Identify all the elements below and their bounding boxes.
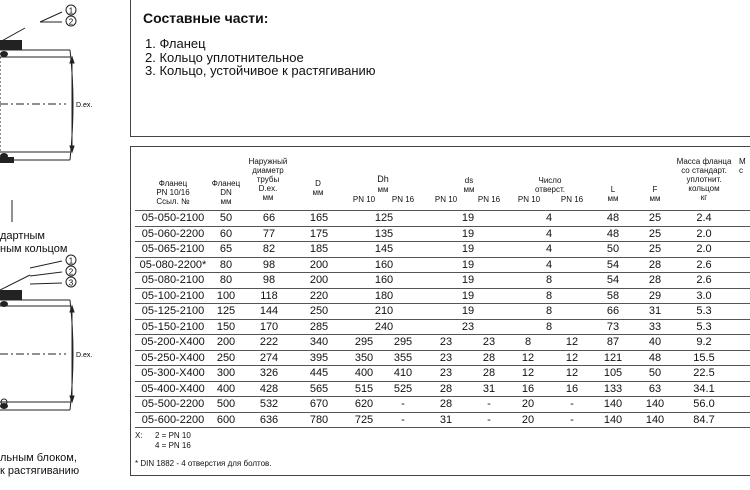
cell-ds: 19 (461, 274, 475, 286)
cell-l: 66 (606, 305, 620, 317)
header-dex: Наружный диаметр трубы D.ex. мм (248, 157, 288, 202)
cell-dn: 400 (216, 382, 236, 395)
cell-ref: 05-400-X400 (141, 382, 205, 395)
cell-kg: 56.0 (693, 398, 715, 410)
cell-dh: 145 (374, 243, 394, 255)
cell-dh10: 350 (354, 351, 374, 364)
cell-kg: 2.0 (696, 227, 712, 240)
cell-dex: 326 (259, 367, 279, 379)
cell-dn: 150 (216, 320, 236, 333)
cell-h16: 12 (565, 336, 579, 348)
cell-dn: 80 (219, 258, 233, 271)
row-divider (135, 427, 750, 428)
cell-dex: 274 (259, 351, 279, 364)
cell-ds16: 23 (482, 336, 496, 348)
cell-dn: 125 (216, 305, 236, 317)
cell-ref: 05-080-2200* (139, 258, 207, 271)
callout-2-top: 2 (68, 17, 74, 27)
cell-ref: 05-100-2100 (141, 289, 205, 302)
row-divider (135, 412, 750, 413)
parts-item: 3. Кольцо, устойчивое к растягиванию (145, 63, 376, 78)
cell-d: 200 (309, 274, 329, 286)
cell-dex: 82 (262, 243, 276, 255)
cell-d: 445 (309, 367, 329, 379)
cell-dh10: 620 (354, 398, 374, 410)
cell-f: 29 (648, 289, 662, 302)
cell-dn: 250 (216, 351, 236, 364)
cell-kg: 84.7 (693, 413, 715, 426)
cell-dn: 60 (219, 227, 233, 240)
cell-h10: 20 (521, 413, 535, 426)
header-dh-unit: мм (377, 185, 389, 194)
cell-dh10: 515 (354, 382, 374, 395)
cell-dh16: - (401, 398, 405, 410)
header-l: L мм (607, 185, 619, 203)
cell-h16: 12 (565, 351, 579, 364)
cell-dh16: 295 (393, 336, 413, 348)
cell-dex: 170 (259, 320, 279, 333)
cell-dn: 300 (216, 367, 236, 379)
cell-h16: - (570, 398, 574, 410)
cell-d: 780 (309, 413, 329, 426)
cell-dex: 532 (259, 398, 279, 410)
cell-d: 285 (309, 320, 329, 333)
cell-ref: 05-300-X400 (141, 367, 205, 379)
cell-h16: 12 (565, 367, 579, 379)
header-dh-pn16: PN 16 (391, 195, 415, 204)
cell-d: 200 (309, 258, 329, 271)
cell-d: 565 (309, 382, 329, 395)
cell-d: 185 (309, 243, 329, 255)
cell-dh: 125 (374, 212, 394, 224)
cell-dh: 210 (374, 305, 394, 317)
cell-h10: 8 (524, 336, 532, 348)
cell-f: 40 (648, 336, 662, 348)
header-mass-2: М с (739, 157, 746, 175)
cell-holes: 8 (545, 289, 553, 302)
cell-l: 48 (606, 227, 620, 240)
footnote: * DIN 1882 - 4 отверстия для болтов. (135, 459, 272, 468)
cell-kg: 3.0 (696, 289, 712, 302)
cell-kg: 34.1 (693, 382, 715, 395)
cell-kg: 15.5 (693, 351, 715, 364)
cell-d: 670 (309, 398, 329, 410)
parts-box (130, 0, 750, 137)
header-ds-unit: мм (463, 185, 475, 194)
cell-f: 28 (648, 274, 662, 286)
cell-ds: 19 (461, 289, 475, 302)
cell-holes: 4 (545, 227, 553, 240)
cell-dh16: - (401, 413, 405, 426)
row-divider (135, 257, 750, 258)
cell-dh10: 400 (354, 367, 374, 379)
cell-l: 140 (603, 398, 623, 410)
row-divider (135, 381, 750, 382)
cell-kg: 2.6 (696, 258, 712, 271)
cell-h10: 20 (521, 398, 535, 410)
header-holes-pn10: PN 10 (517, 195, 541, 204)
cell-holes: 8 (545, 305, 553, 317)
row-divider (135, 334, 750, 335)
cell-dex: 98 (262, 274, 276, 286)
cell-dex: 428 (259, 382, 279, 395)
cell-ref: 05-600-2200 (141, 413, 205, 426)
header-dn: Фланец DN мм (211, 179, 241, 206)
cell-d: 250 (309, 305, 329, 317)
cell-ds10: 23 (439, 367, 453, 379)
cell-ds10: 28 (439, 398, 453, 410)
callout-1-bottom: 1 (68, 256, 74, 266)
cell-l: 54 (606, 274, 620, 286)
cell-l: 58 (606, 289, 620, 302)
row-divider (135, 303, 750, 304)
cell-f: 28 (648, 258, 662, 271)
cell-dh: 135 (374, 227, 394, 240)
cell-dh16: 525 (393, 382, 413, 395)
cell-holes: 4 (545, 243, 553, 255)
cell-ds: 19 (461, 227, 475, 240)
cell-dn: 80 (219, 274, 233, 286)
cell-holes: 8 (545, 320, 553, 333)
cell-kg: 22.5 (693, 367, 715, 379)
cell-dn: 65 (219, 243, 233, 255)
dimensions-table (130, 146, 750, 476)
parts-item: 1. Фланец (145, 36, 206, 51)
cell-dh: 180 (374, 289, 394, 302)
header-f: F мм (649, 185, 661, 203)
row-divider (135, 210, 750, 211)
cell-dn: 50 (219, 212, 233, 224)
cell-f: 25 (648, 212, 662, 224)
cell-ds16: - (487, 398, 491, 410)
cell-ds: 19 (461, 212, 475, 224)
header-d: D мм (312, 179, 324, 197)
cell-l: 54 (606, 258, 620, 271)
cell-dex: 98 (262, 258, 276, 271)
cell-l: 48 (606, 212, 620, 224)
cell-holes: 8 (545, 274, 553, 286)
caption-bottom-2: к растягиванию (0, 465, 80, 477)
cell-ds16: 31 (482, 382, 496, 395)
cell-f: 25 (648, 227, 662, 240)
cell-d: 395 (309, 351, 329, 364)
cell-dn: 600 (216, 413, 236, 426)
cell-dh: 160 (374, 274, 394, 286)
cell-ref: 05-250-X400 (141, 351, 205, 364)
cell-dh16: 355 (393, 351, 413, 364)
cell-ds16: 28 (482, 351, 496, 364)
cell-h16: 16 (565, 382, 579, 395)
cell-ref: 05-065-2100 (141, 243, 205, 255)
cell-kg: 2.6 (696, 274, 712, 286)
cell-holes: 4 (545, 258, 553, 271)
cell-kg: 5.3 (696, 305, 712, 317)
header-ds: ds (464, 176, 474, 185)
parts-list (145, 37, 376, 78)
cell-dn: 500 (216, 398, 236, 410)
header-holes-pn16: PN 16 (560, 195, 584, 204)
cell-l: 121 (603, 351, 623, 364)
cell-d: 340 (309, 336, 329, 348)
cell-l: 105 (603, 367, 623, 379)
row-divider (135, 226, 750, 227)
cell-ds: 19 (461, 258, 475, 271)
cell-ds: 19 (461, 243, 475, 255)
cell-ref: 05-500-2200 (141, 398, 205, 410)
cell-f: 63 (648, 382, 662, 395)
cell-ds: 23 (461, 320, 475, 333)
cell-h10: 12 (521, 367, 535, 379)
cell-f: 33 (648, 320, 662, 333)
cell-dh10: 295 (354, 336, 374, 348)
cell-d: 175 (309, 227, 329, 240)
cell-dex: 118 (260, 289, 278, 302)
cell-ref: 05-050-2100 (141, 212, 205, 224)
cell-kg: 5.3 (696, 320, 712, 333)
cell-holes: 4 (545, 212, 553, 224)
cell-ds10: 31 (439, 413, 453, 426)
cell-dex: 66 (262, 212, 276, 224)
cell-f: 140 (645, 413, 665, 426)
row-divider (135, 272, 750, 273)
cell-dh16: 410 (393, 367, 413, 379)
cell-ds10: 23 (439, 351, 453, 364)
cell-ref: 05-060-2200 (141, 227, 205, 240)
cell-ds: 19 (461, 305, 475, 317)
cell-ref: 05-125-2100 (141, 305, 205, 317)
cell-ds10: 28 (439, 382, 453, 395)
callout-2-bottom: 2 (68, 267, 74, 277)
cell-f: 48 (648, 351, 662, 364)
row-divider (135, 288, 750, 289)
cell-f: 50 (648, 367, 662, 379)
cell-kg: 2.0 (696, 243, 712, 255)
cell-ds16: 28 (482, 367, 496, 379)
header-mass: Масса фланца со стандарт. уплотнит. кольцом кг (676, 157, 732, 202)
row-divider (135, 396, 750, 397)
header-ds-pn10: PN 10 (434, 195, 458, 204)
cell-h16: - (570, 413, 574, 426)
cell-h10: 16 (521, 382, 535, 395)
cell-l: 73 (606, 320, 620, 333)
row-divider (135, 241, 750, 242)
cell-dex: 77 (262, 227, 276, 240)
cell-f: 31 (648, 305, 662, 317)
cell-ref: 05-200-X400 (141, 336, 205, 348)
cell-ds10: 23 (439, 336, 453, 348)
dim-label-bottom: D.ex. (76, 352, 93, 359)
header-ref: Фланец PN 10/16 Ссыл. № (156, 179, 190, 206)
cell-dex: 222 (259, 336, 279, 348)
cell-dex: 636 (259, 413, 279, 426)
header-dh: Dh (377, 174, 389, 184)
row-divider (135, 365, 750, 366)
cell-h10: 12 (521, 351, 535, 364)
callout-1-top: 1 (68, 6, 74, 16)
cell-f: 140 (645, 398, 665, 410)
cell-l: 140 (603, 413, 623, 426)
caption-top-1: дартным (0, 230, 45, 242)
cell-dn: 200 (216, 336, 236, 348)
parts-item: 2. Кольцо уплотнительное (145, 49, 304, 65)
caption-top-2: ным кольцом (0, 243, 68, 255)
note-x-values: 2 = PN 10 4 = PN 16 (155, 431, 191, 450)
row-divider (135, 319, 750, 320)
note-x-label: X: (135, 431, 143, 440)
cell-dh10: 725 (354, 413, 374, 426)
cell-l: 87 (606, 336, 620, 348)
cell-kg: 2.4 (696, 212, 712, 224)
cell-d: 220 (309, 289, 329, 302)
cell-f: 25 (648, 243, 662, 255)
cell-l: 133 (603, 382, 623, 395)
callout-3-bottom: 3 (68, 278, 74, 288)
parts-title: Составные части: (143, 10, 269, 26)
caption-bottom-1: льным блоком, (0, 452, 77, 464)
cell-dh: 160 (374, 258, 394, 271)
header-holes: Число отверст. (535, 176, 565, 194)
cell-ref: 05-150-2100 (141, 320, 205, 333)
row-divider (135, 350, 750, 351)
cell-d: 165 (309, 212, 329, 224)
cell-l: 50 (606, 243, 620, 255)
cell-ref: 05-080-2100 (141, 274, 205, 286)
cell-kg: 9.2 (696, 336, 712, 348)
cell-dex: 144 (259, 305, 279, 317)
cell-dn: 100 (216, 289, 236, 302)
header-ds-pn16: PN 16 (477, 195, 501, 204)
cell-ds16: - (487, 413, 491, 426)
dim-label-top: D.ex. (76, 102, 93, 109)
cell-dh: 240 (374, 320, 394, 333)
header-dh-pn10: PN 10 (352, 195, 376, 204)
